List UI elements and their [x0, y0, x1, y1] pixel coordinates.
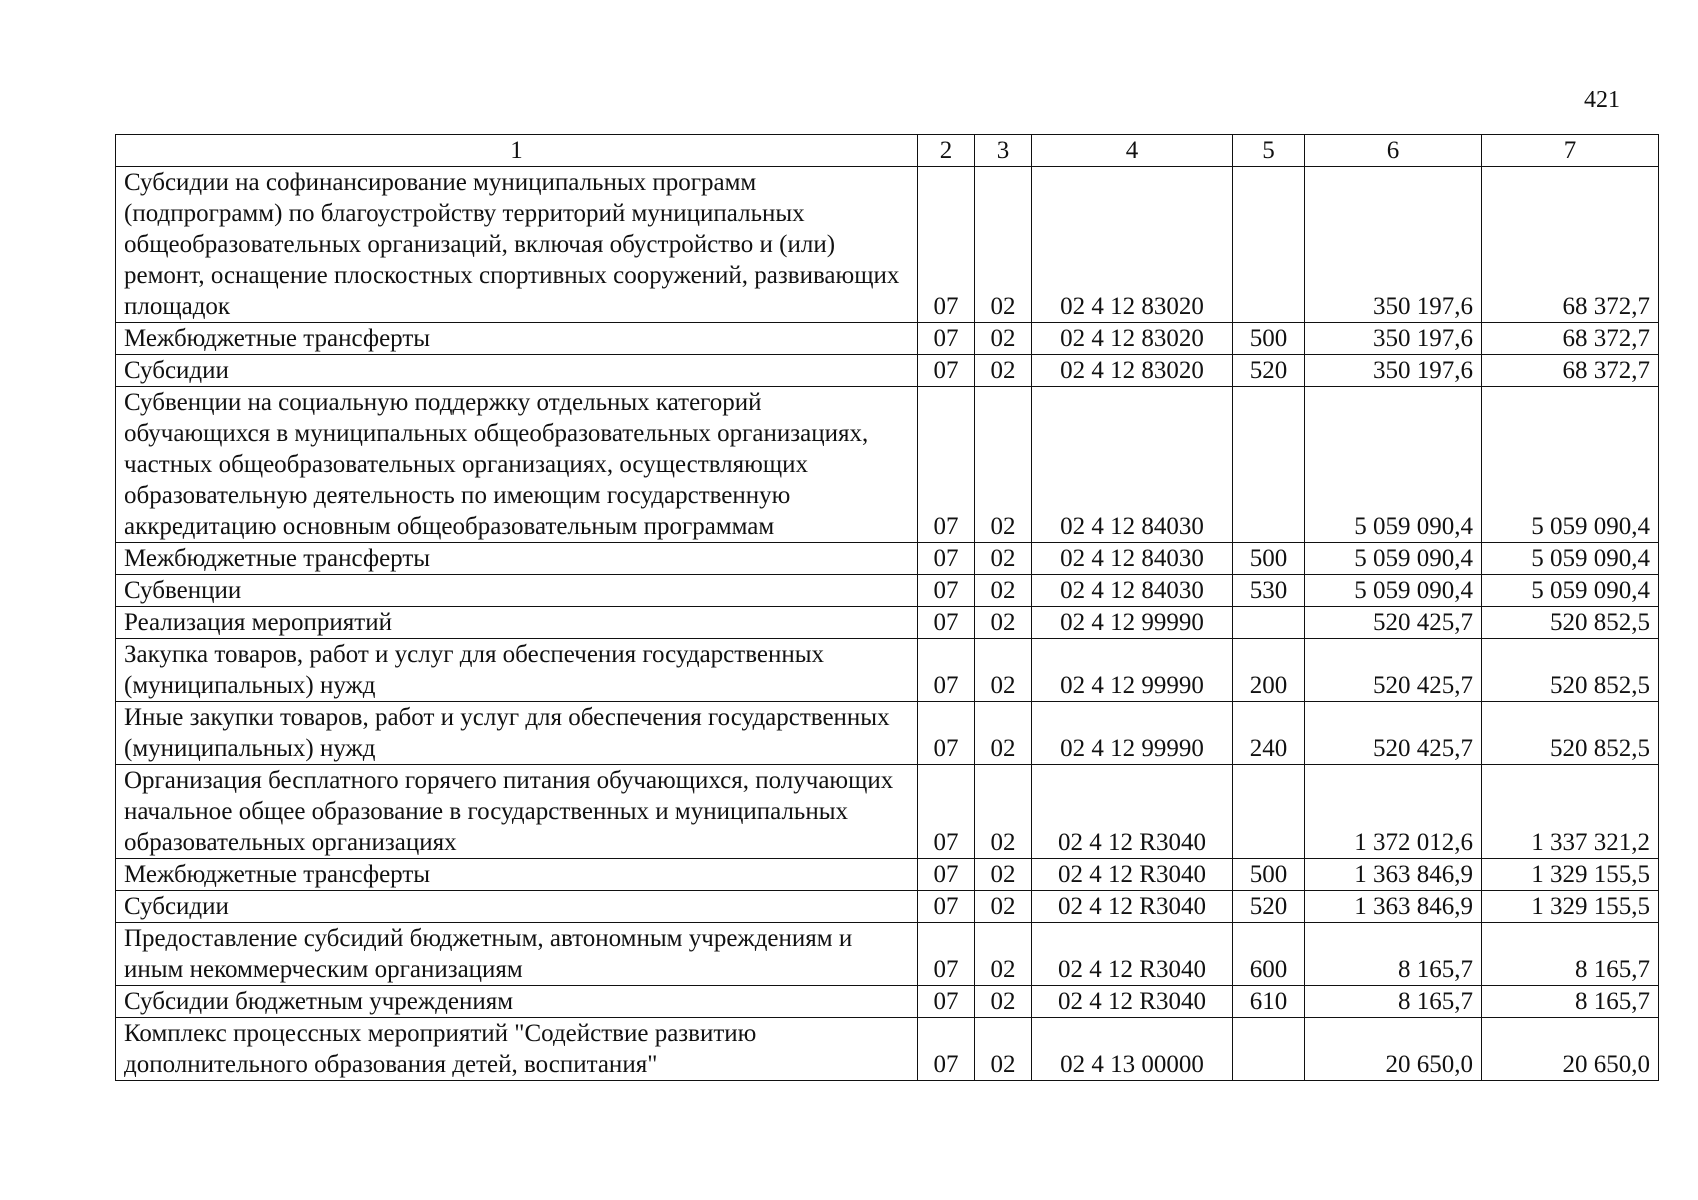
amount-column-7: 1 337 321,2 — [1482, 765, 1659, 859]
row-name: Организация бесплатного горячего питания обучающихся, получающих начальное общее образование в государственных и муниципальных образовательных организациях — [116, 765, 918, 859]
target-article-code: 02 4 12 84030 — [1032, 387, 1233, 543]
amount-column-7: 8 165,7 — [1482, 923, 1659, 986]
section-code: 07 — [918, 575, 975, 607]
section-code: 07 — [918, 859, 975, 891]
target-article-code: 02 4 12 R3040 — [1032, 765, 1233, 859]
expense-kind-code: 530 — [1233, 575, 1305, 607]
amount-column-7: 1 329 155,5 — [1482, 891, 1659, 923]
table-row — [116, 1018, 1659, 1081]
amount-column-7: 5 059 090,4 — [1482, 387, 1659, 543]
amount-column-7: 68 372,7 — [1482, 355, 1659, 387]
subsection-code: 02 — [975, 702, 1032, 765]
table-row — [116, 607, 1659, 639]
subsection-code: 02 — [975, 859, 1032, 891]
target-article-code: 02 4 12 84030 — [1032, 543, 1233, 575]
expense-kind-code — [1233, 387, 1305, 543]
subsection-code: 02 — [975, 387, 1032, 543]
amount-column-6: 1 363 846,9 — [1305, 891, 1482, 923]
column-header: 1 — [116, 135, 918, 167]
expense-kind-code — [1233, 607, 1305, 639]
expense-kind-code: 240 — [1233, 702, 1305, 765]
target-article-code: 02 4 12 R3040 — [1032, 986, 1233, 1018]
section-code: 07 — [918, 607, 975, 639]
table-row — [116, 859, 1659, 891]
amount-column-7: 5 059 090,4 — [1482, 575, 1659, 607]
target-article-code: 02 4 12 99990 — [1032, 639, 1233, 702]
section-code: 07 — [918, 765, 975, 859]
expense-kind-code — [1233, 1018, 1305, 1081]
amount-column-6: 350 197,6 — [1305, 167, 1482, 323]
row-name: Субсидии — [116, 355, 918, 387]
expense-kind-code: 500 — [1233, 323, 1305, 355]
amount-column-6: 1 372 012,6 — [1305, 765, 1482, 859]
row-name: Комплекс процессных мероприятий "Содействие развитию дополнительного образования детей, воспитания" — [116, 1018, 918, 1081]
amount-column-6: 5 059 090,4 — [1305, 543, 1482, 575]
row-name: Закупка товаров, работ и услуг для обеспечения государственных (муниципальных) нужд — [116, 639, 918, 702]
section-code: 07 — [918, 355, 975, 387]
page-number: 421 — [1584, 87, 1620, 113]
subsection-code: 02 — [975, 355, 1032, 387]
target-article-code: 02 4 12 R3040 — [1032, 891, 1233, 923]
row-name: Субсидии на софинансирование муниципальных программ (подпрограмм) по благоустройству территорий муниципальных общеобразовательных организаций, включая обустройство и (или) ремонт, оснащение плоскостных спортивных сооружений, развивающих площадок — [116, 167, 918, 323]
section-code: 07 — [918, 923, 975, 986]
amount-column-7: 68 372,7 — [1482, 167, 1659, 323]
section-code: 07 — [918, 639, 975, 702]
target-article-code: 02 4 12 83020 — [1032, 167, 1233, 323]
subsection-code: 02 — [975, 543, 1032, 575]
amount-column-7: 68 372,7 — [1482, 323, 1659, 355]
section-code: 07 — [918, 387, 975, 543]
subsection-code: 02 — [975, 575, 1032, 607]
subsection-code: 02 — [975, 923, 1032, 986]
amount-column-6: 5 059 090,4 — [1305, 575, 1482, 607]
table-row — [116, 355, 1659, 387]
table-row — [116, 575, 1659, 607]
section-code: 07 — [918, 323, 975, 355]
section-code: 07 — [918, 986, 975, 1018]
column-header: 6 — [1305, 135, 1482, 167]
amount-column-6: 1 363 846,9 — [1305, 859, 1482, 891]
expense-kind-code: 600 — [1233, 923, 1305, 986]
amount-column-6: 350 197,6 — [1305, 323, 1482, 355]
column-header: 3 — [975, 135, 1032, 167]
column-header: 5 — [1233, 135, 1305, 167]
expense-kind-code: 200 — [1233, 639, 1305, 702]
amount-column-6: 350 197,6 — [1305, 355, 1482, 387]
expense-kind-code: 610 — [1233, 986, 1305, 1018]
expense-kind-code — [1233, 167, 1305, 323]
subsection-code: 02 — [975, 323, 1032, 355]
table-row — [116, 387, 1659, 543]
expense-kind-code: 500 — [1233, 859, 1305, 891]
amount-column-7: 1 329 155,5 — [1482, 859, 1659, 891]
target-article-code: 02 4 12 99990 — [1032, 607, 1233, 639]
expense-kind-code: 500 — [1233, 543, 1305, 575]
subsection-code: 02 — [975, 607, 1032, 639]
row-name: Субсидии — [116, 891, 918, 923]
table-header-row — [116, 135, 1659, 167]
section-code: 07 — [918, 891, 975, 923]
budget-table — [115, 134, 1659, 1081]
amount-column-7: 520 852,5 — [1482, 607, 1659, 639]
row-name: Межбюджетные трансферты — [116, 859, 918, 891]
row-name: Иные закупки товаров, работ и услуг для обеспечения государственных (муниципальных) нужд — [116, 702, 918, 765]
target-article-code: 02 4 12 R3040 — [1032, 859, 1233, 891]
row-name: Межбюджетные трансферты — [116, 323, 918, 355]
table-row — [116, 323, 1659, 355]
column-header: 7 — [1482, 135, 1659, 167]
target-article-code: 02 4 12 84030 — [1032, 575, 1233, 607]
subsection-code: 02 — [975, 891, 1032, 923]
amount-column-7: 5 059 090,4 — [1482, 543, 1659, 575]
expense-kind-code: 520 — [1233, 355, 1305, 387]
table-row — [116, 891, 1659, 923]
subsection-code: 02 — [975, 167, 1032, 323]
target-article-code: 02 4 12 83020 — [1032, 355, 1233, 387]
row-name: Реализация мероприятий — [116, 607, 918, 639]
expense-kind-code: 520 — [1233, 891, 1305, 923]
target-article-code: 02 4 12 R3040 — [1032, 923, 1233, 986]
amount-column-6: 20 650,0 — [1305, 1018, 1482, 1081]
amount-column-6: 5 059 090,4 — [1305, 387, 1482, 543]
column-header: 2 — [918, 135, 975, 167]
amount-column-6: 520 425,7 — [1305, 639, 1482, 702]
amount-column-7: 520 852,5 — [1482, 702, 1659, 765]
table-row — [116, 543, 1659, 575]
section-code: 07 — [918, 167, 975, 323]
column-header: 4 — [1032, 135, 1233, 167]
amount-column-6: 8 165,7 — [1305, 923, 1482, 986]
target-article-code: 02 4 12 83020 — [1032, 323, 1233, 355]
table-row — [116, 639, 1659, 702]
row-name: Межбюджетные трансферты — [116, 543, 918, 575]
subsection-code: 02 — [975, 1018, 1032, 1081]
amount-column-6: 8 165,7 — [1305, 986, 1482, 1018]
amount-column-6: 520 425,7 — [1305, 607, 1482, 639]
amount-column-6: 520 425,7 — [1305, 702, 1482, 765]
subsection-code: 02 — [975, 986, 1032, 1018]
target-article-code: 02 4 12 99990 — [1032, 702, 1233, 765]
amount-column-7: 520 852,5 — [1482, 639, 1659, 702]
table-row — [116, 167, 1659, 323]
subsection-code: 02 — [975, 639, 1032, 702]
expense-kind-code — [1233, 765, 1305, 859]
row-name: Субвенции — [116, 575, 918, 607]
subsection-code: 02 — [975, 765, 1032, 859]
row-name: Субсидии бюджетным учреждениям — [116, 986, 918, 1018]
section-code: 07 — [918, 1018, 975, 1081]
row-name: Субвенции на социальную поддержку отдельных категорий обучающихся в муниципальных общеобразовательных организациях, частных общеобразовательных организациях, осуществляющих образовательную деятельность по имеющим государственную аккредитацию основным общеобразовательным программам — [116, 387, 918, 543]
table-row — [116, 702, 1659, 765]
table-row — [116, 765, 1659, 859]
section-code: 07 — [918, 543, 975, 575]
amount-column-7: 8 165,7 — [1482, 986, 1659, 1018]
target-article-code: 02 4 13 00000 — [1032, 1018, 1233, 1081]
amount-column-7: 20 650,0 — [1482, 1018, 1659, 1081]
table-row — [116, 986, 1659, 1018]
section-code: 07 — [918, 702, 975, 765]
table-row — [116, 923, 1659, 986]
row-name: Предоставление субсидий бюджетным, автономным учреждениям и иным некоммерческим организациям — [116, 923, 918, 986]
